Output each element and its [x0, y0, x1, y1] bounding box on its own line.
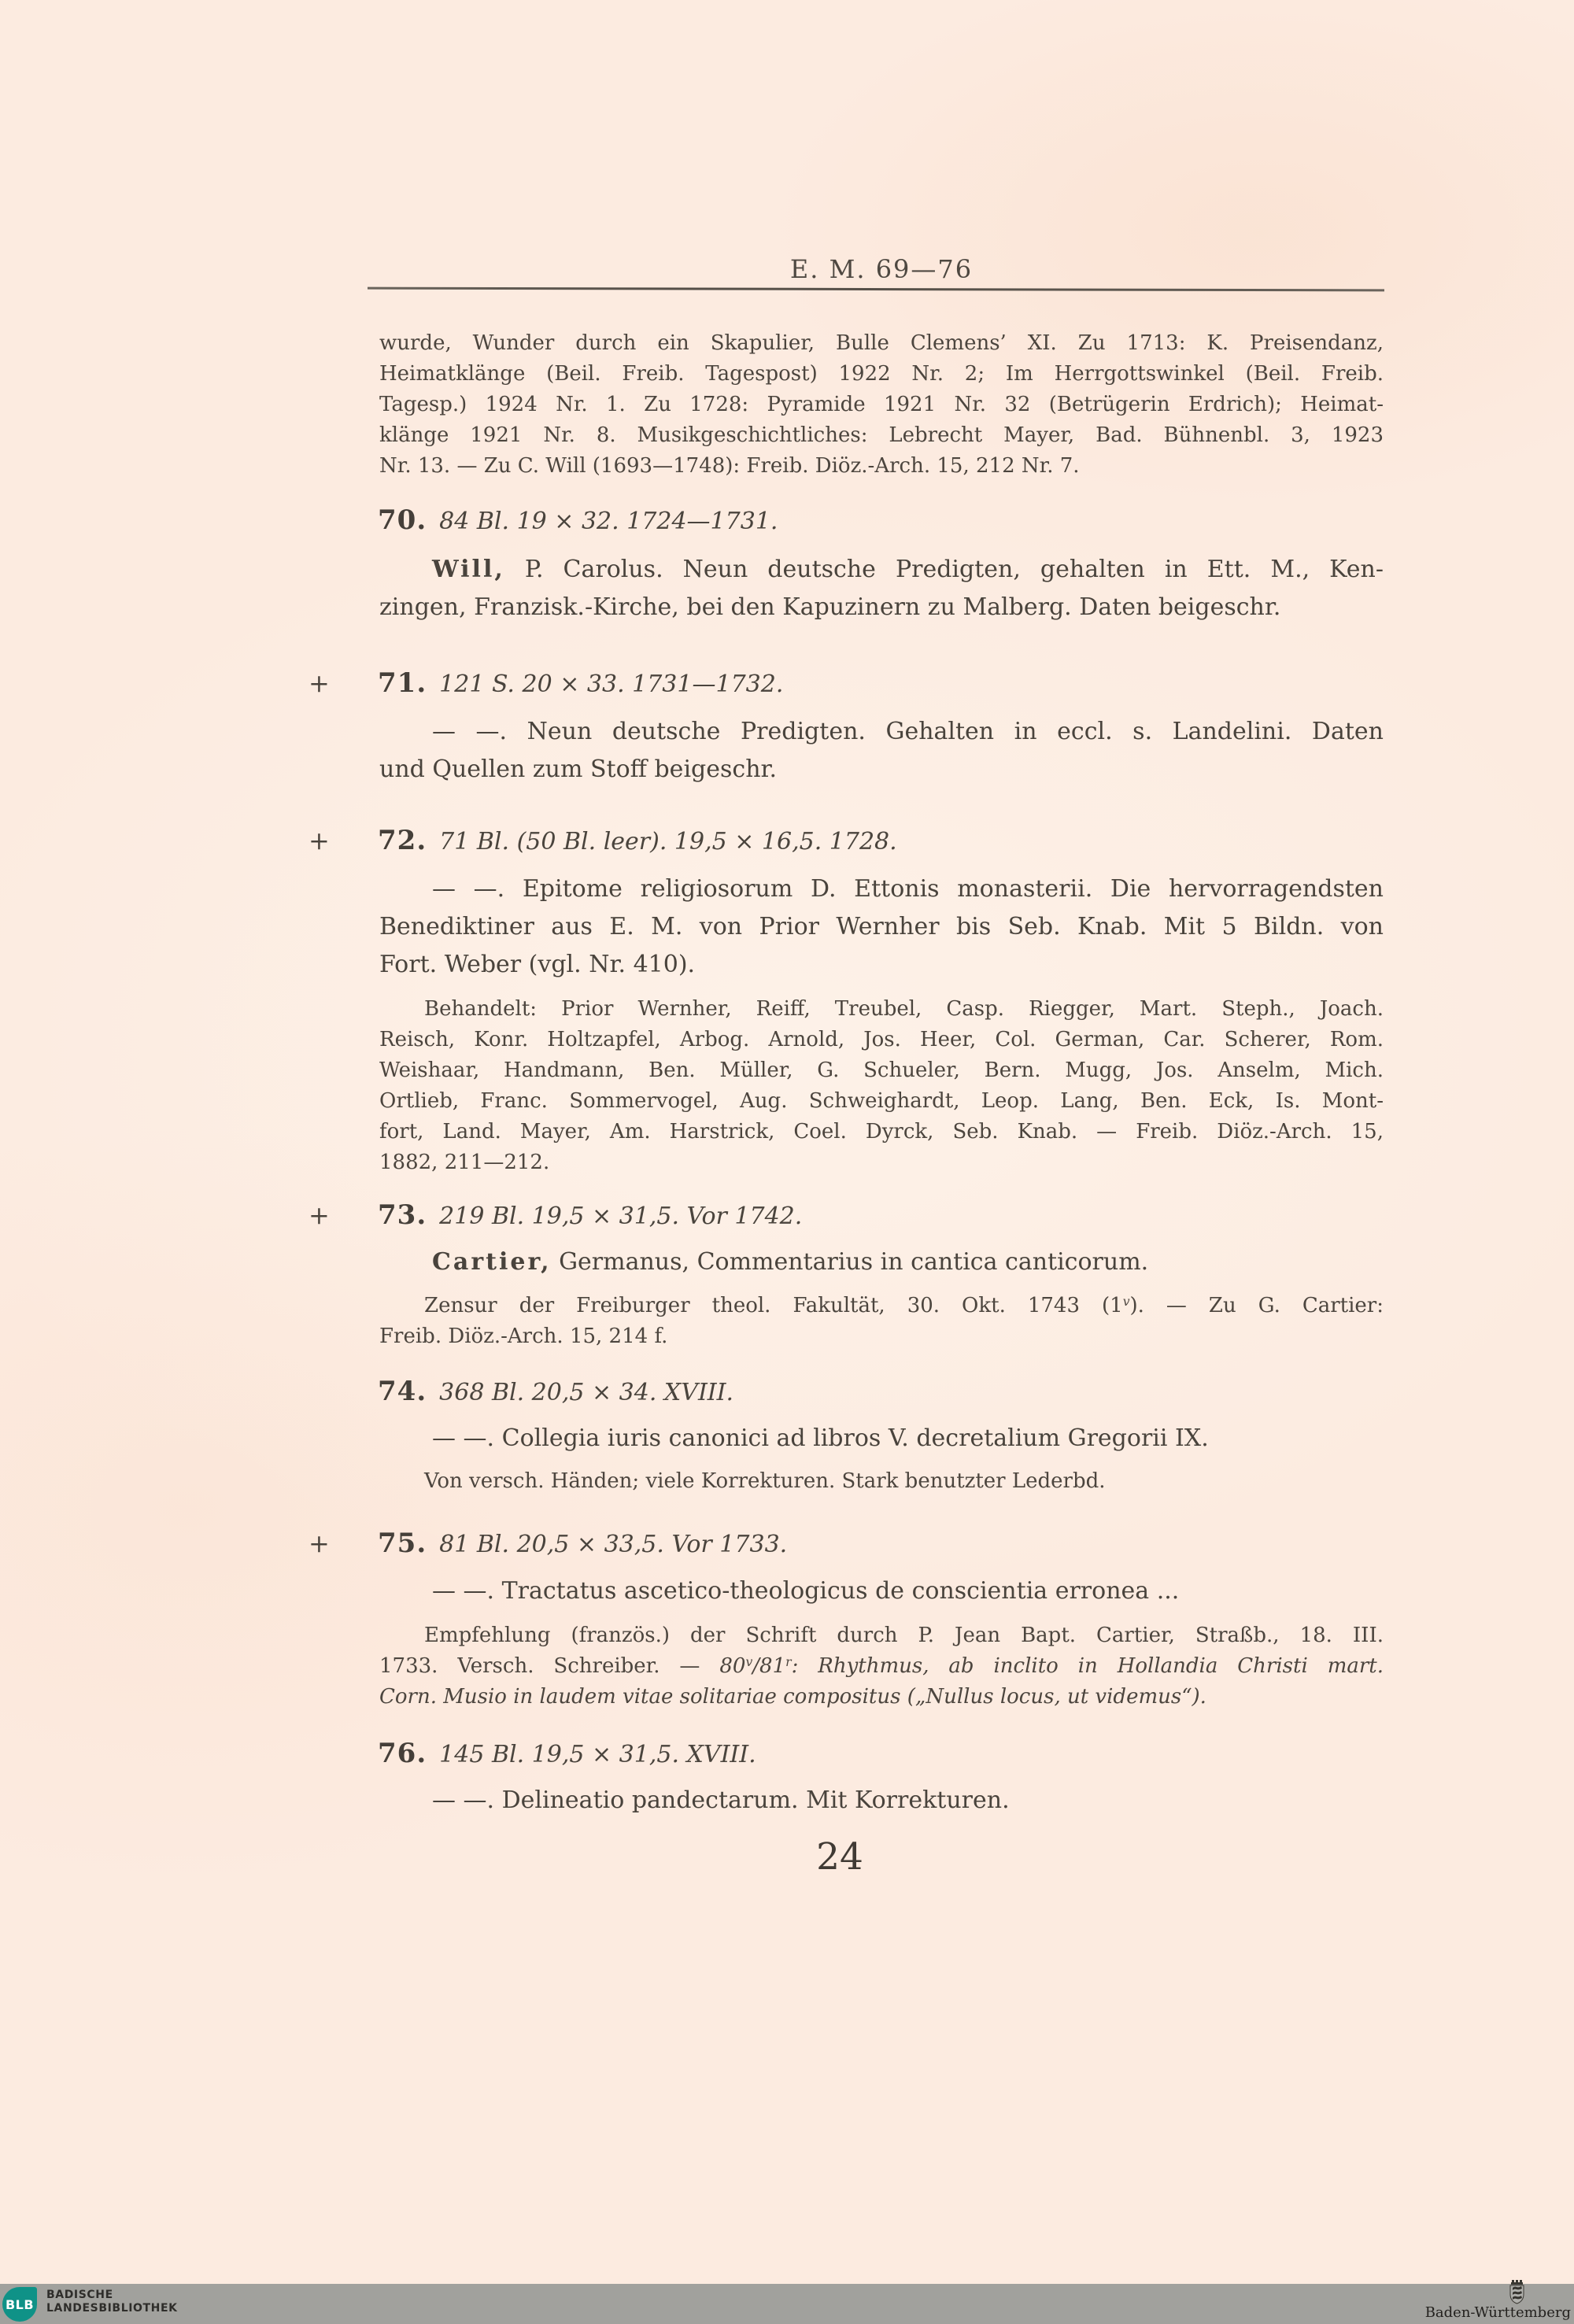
note-text: ). — Zu G. Cartier:: [1129, 1294, 1384, 1317]
plus-mark: +: [309, 1200, 330, 1230]
entry-73-note-line: Freib. Diöz.-Arch. 15, 214 f.: [379, 1325, 668, 1348]
entry-72-note-line: 1882, 211—212.: [379, 1151, 550, 1174]
entry-72-note-line: Weishaar, Handmann, Ben. Müller, G. Schueler, Bern. Mugg, Jos. Anselm, Mich.: [379, 1059, 1384, 1082]
plus-mark: +: [309, 1528, 330, 1558]
entry-72-body-line: Fort. Weber (vgl. Nr. 410).: [379, 951, 696, 978]
intro-line: wurde, Wunder durch ein Skapulier, Bulle Clemens’ XI. Zu 1713: K. Preisendanz,: [379, 331, 1384, 355]
plus-mark: +: [309, 668, 330, 698]
entry-72-note-line: Ortlieb, Franc. Sommervogel, Aug. Schweighardt, Leop. Lang, Ben. Eck, Is. Mont-: [379, 1089, 1384, 1113]
entry-76-heading: [378, 1738, 756, 1769]
state-name: Baden-Württemberg: [1424, 2304, 1571, 2321]
entry-74-heading: [378, 1376, 733, 1407]
plus-mark: +: [309, 826, 330, 855]
entry-72-heading: [309, 825, 897, 856]
entry-71-heading: [309, 667, 784, 699]
entry-collation: 145 Bl. 19,5 × 31,5. XVIII.: [439, 1741, 756, 1768]
header-rule: [368, 287, 1384, 292]
entry-76-body-line: — —. Delineatio pandectarum. Mit Korrekturen.: [432, 1786, 1010, 1814]
entry-71-body-line: und Quellen zum Stoff beigeschr.: [379, 756, 778, 783]
body-text: P. Carolus. Neun deutsche Predigten, gehalten in Ett. M., Ken-: [504, 556, 1384, 583]
baden-wuerttemberg-crest-icon: [1508, 2280, 1527, 2305]
superscript: r: [785, 1655, 792, 1670]
entry-75-note-line: Empfehlung (französ.) der Schrift durch P. Jean Bapt. Cartier, Straßb., 18. III.: [424, 1624, 1384, 1647]
entry-73-heading: [309, 1199, 803, 1231]
blb-logo: [2, 2287, 37, 2322]
entry-70-body-line: zingen, Franzisk.-Kirche, bei den Kapuzinern zu Malberg. Daten beigeschr.: [379, 593, 1281, 621]
entry-72-note-line: Behandelt: Prior Wernher, Reiff, Treubel, Casp. Riegger, Mart. Steph., Joach.: [424, 997, 1384, 1021]
page-number: 24: [816, 1835, 863, 1879]
entry-collation: 84 Bl. 19 × 32. 1724—1731.: [439, 508, 778, 535]
entry-74-body-line: — —. Collegia iuris canonici ad libros V. decretalium Gregorii IX.: [432, 1424, 1209, 1452]
library-name: [46, 2289, 178, 2315]
entry-74-note-line: Von versch. Händen; viele Korrekturen. Stark benutzter Lederbd.: [424, 1469, 1106, 1493]
entry-72-note-line: fort, Land. Mayer, Am. Harstrick, Coel. Dyrck, Seb. Knab. — Freib. Diöz.-Arch. 15,: [379, 1120, 1384, 1144]
body-text: Germanus, Commentarius in cantica canticorum.: [551, 1248, 1149, 1276]
intro-line: Heimatklänge (Beil. Freib. Tagespost) 1922 Nr. 2; Im Herrgottswinkel (Beil. Freib.: [379, 362, 1384, 386]
entry-collation: 368 Bl. 20,5 × 34. XVIII.: [439, 1379, 734, 1406]
note-text: 1733. Versch. Schreiber. —: [379, 1654, 720, 1678]
entry-number: 75.: [378, 1528, 427, 1559]
entry-72-body-line: Benediktiner aus E. M. von Prior Wernher bis Seb. Knab. Mit 5 Bildn. von: [379, 913, 1384, 940]
entry-number: 74.: [378, 1376, 427, 1407]
entry-number: 73.: [378, 1199, 427, 1231]
entry-72-body-line: — —. Epitome religiosorum D. Ettonis monasterii. Die hervorragendsten: [432, 875, 1384, 903]
entry-70-body-line: [379, 555, 1384, 585]
superscript: v: [1122, 1295, 1130, 1310]
blb-logo-text: BLB: [5, 2296, 35, 2312]
author-name: Will,: [432, 556, 505, 583]
note-text-italic: : Rhythmus, ab inclito in Hollandia Christi mart.: [791, 1654, 1384, 1678]
entry-75-body-line: — —. Tractatus ascetico-theologicus de conscientia erronea ...: [432, 1577, 1180, 1605]
entry-73-note-line: [379, 1293, 1384, 1319]
entry-collation: 219 Bl. 19,5 × 31,5. Vor 1742.: [439, 1203, 803, 1230]
entry-number: 76.: [378, 1738, 427, 1769]
entry-70-heading: [378, 504, 778, 536]
intro-line: Nr. 13. — Zu C. Will (1693—1748): Freib. Diöz.-Arch. 15, 212 Nr. 7.: [379, 454, 1080, 478]
intro-line: Tagesp.) 1924 Nr. 1. Zu 1728: Pyramide 1921 Nr. 32 (Betrügerin Erdrich); Heimat-: [379, 393, 1384, 416]
entry-number: 72.: [378, 825, 427, 856]
entry-number: 71.: [378, 667, 427, 699]
note-text-italic: 80: [719, 1654, 746, 1678]
entry-75-heading: [309, 1528, 788, 1559]
entry-collation: 121 S. 20 × 33. 1731—1732.: [439, 671, 784, 698]
running-header: E. M. 69—76: [789, 254, 974, 284]
entry-number: 70.: [378, 504, 427, 536]
superscript: v: [745, 1655, 753, 1670]
author-name: Cartier,: [432, 1248, 552, 1276]
entry-71-body-line: — —. Neun deutsche Predigten. Gehalten in eccl. s. Landelini. Daten: [432, 718, 1384, 745]
note-text: Zensur der Freiburger theol. Fakultät, 30. Okt. 1743 (1: [424, 1294, 1123, 1317]
intro-line: klänge 1921 Nr. 8. Musikgeschichtliches: Lebrecht Mayer, Bad. Bühnenbl. 3, 1923: [379, 423, 1384, 447]
entry-75-note-line: [379, 1653, 1384, 1679]
note-text-italic: /81: [752, 1654, 786, 1678]
library-name-line2: LANDESBIBLIOTHEK: [46, 2302, 178, 2315]
entry-75-note-line: Corn. Musio in laudem vitae solitariae compositus („Nullus locus, ut videmus“).: [379, 1685, 1206, 1709]
entry-collation: 71 Bl. (50 Bl. leer). 19,5 × 16,5. 1728.: [439, 828, 897, 855]
entry-72-note-line: Reisch, Konr. Holtzapfel, Arbog. Arnold, Jos. Heer, Col. German, Car. Scherer, Rom.: [379, 1028, 1384, 1051]
library-watermark-bar: [0, 2284, 1574, 2324]
library-name-line1: BADISCHE: [46, 2289, 113, 2301]
entry-collation: 81 Bl. 20,5 × 33,5. Vor 1733.: [439, 1531, 788, 1558]
entry-73-body-line: [379, 1247, 1384, 1277]
